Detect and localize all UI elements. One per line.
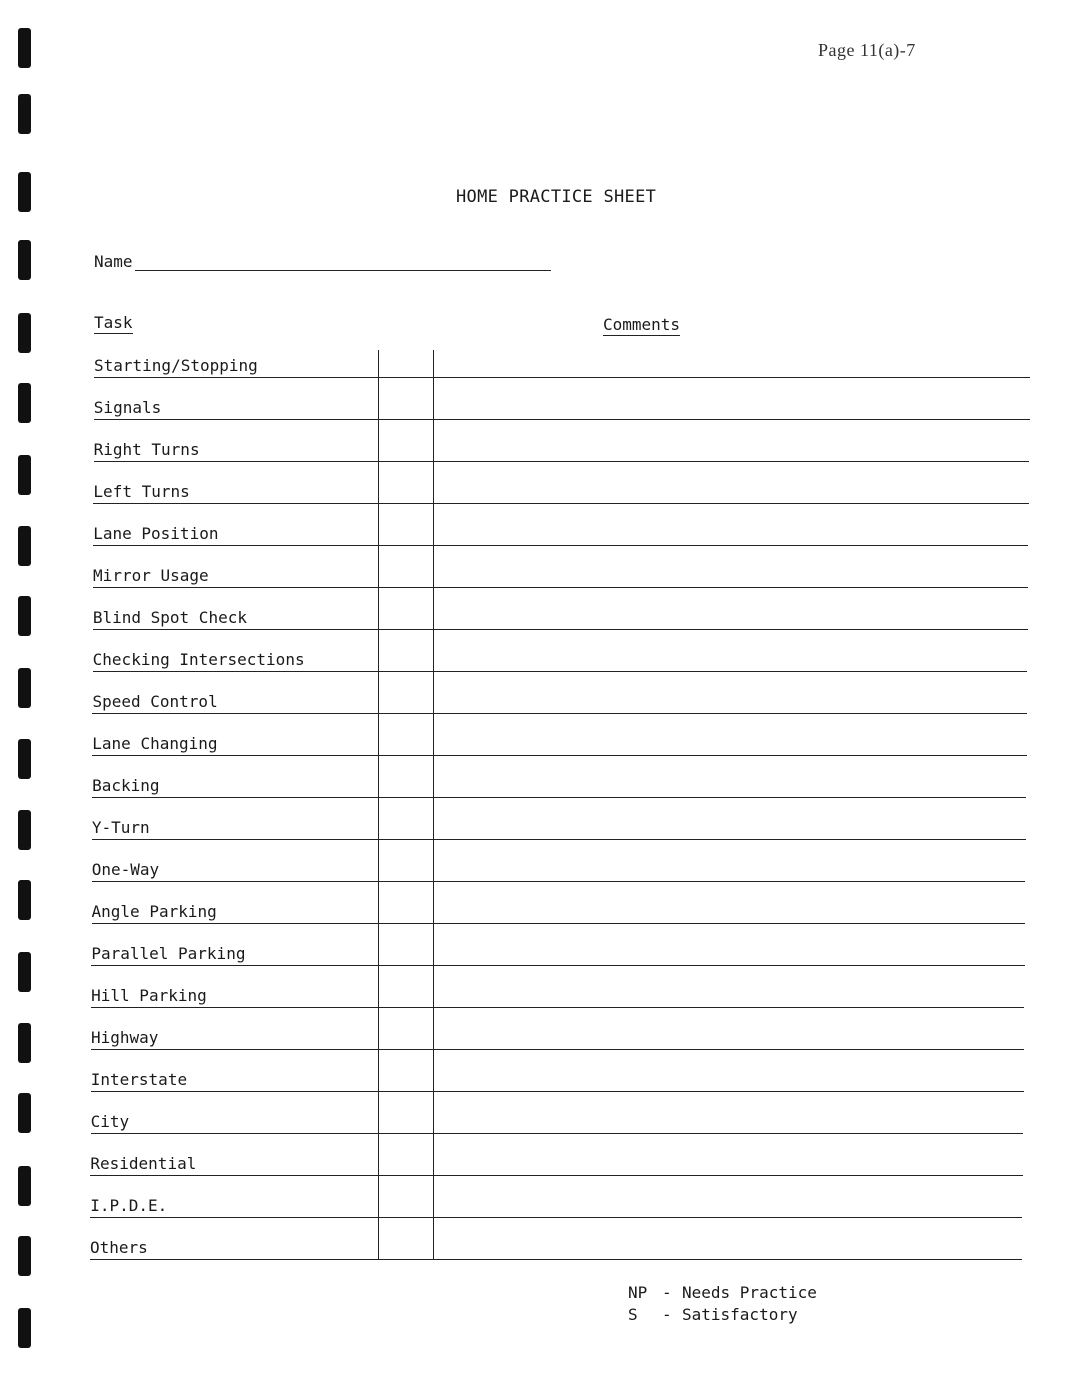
legend-row (628, 1282, 817, 1304)
task-label: I.P.D.E. (90, 1196, 168, 1215)
legend-meaning: Satisfactory (682, 1305, 798, 1324)
task-row (92, 882, 1028, 924)
legend-separator: - (662, 1283, 672, 1302)
task-label: Starting/Stopping (94, 356, 258, 375)
task-row (93, 546, 1029, 588)
task-label: Residential (90, 1154, 197, 1173)
task-row (92, 798, 1028, 840)
page-number: Page 11(a)-7 (818, 40, 916, 60)
task-row (93, 504, 1029, 546)
task-row (90, 1134, 1026, 1176)
task-label: Hill Parking (91, 986, 207, 1005)
task-row (93, 588, 1029, 630)
legend-code: S (628, 1305, 638, 1324)
task-label: Speed Control (92, 692, 218, 711)
task-label: Backing (92, 776, 160, 795)
task-label: Mirror Usage (93, 566, 209, 585)
task-row (91, 1008, 1027, 1050)
task-label: Lane Position (93, 524, 219, 543)
task-row (90, 1176, 1026, 1218)
comments-column-header: Comments (603, 315, 681, 334)
legend (628, 1282, 817, 1326)
task-label: Y-Turn (91, 818, 150, 837)
task-row-line[interactable] (90, 1259, 1022, 1260)
task-label: Lane Changing (92, 734, 218, 753)
legend-code: NP (628, 1283, 648, 1302)
task-row (93, 462, 1029, 504)
sheet-title: HOME PRACTICE SHEET (456, 187, 657, 207)
task-row (92, 756, 1028, 798)
legend-separator: - (662, 1305, 672, 1324)
task-label: Parallel Parking (91, 944, 246, 963)
task-row (91, 1092, 1027, 1134)
task-row (92, 840, 1028, 882)
task-row (94, 378, 1030, 420)
task-row (94, 336, 1030, 378)
task-row (92, 714, 1028, 756)
task-row (90, 1218, 1026, 1260)
task-row (93, 630, 1029, 672)
task-label: Right Turns (93, 440, 200, 459)
rating-column-left-border (378, 350, 379, 1260)
task-row (91, 966, 1027, 1008)
task-label: Left Turns (93, 482, 190, 501)
task-label: Blind Spot Check (92, 608, 247, 627)
task-row (92, 672, 1028, 714)
task-label: City (90, 1112, 130, 1131)
task-label: One-Way (91, 860, 160, 879)
legend-meaning: Needs Practice (682, 1283, 817, 1302)
name-label: Name (94, 252, 133, 271)
legend-row (628, 1304, 817, 1326)
task-label: Checking Intersections (92, 650, 305, 669)
task-label: Signals (93, 398, 162, 417)
task-row (91, 924, 1027, 966)
task-column-header: Task (94, 313, 133, 332)
task-label: Interstate (90, 1070, 188, 1089)
task-label: Angle Parking (91, 902, 217, 921)
rating-column-right-border (433, 350, 434, 1260)
task-label: Highway (90, 1028, 159, 1047)
task-row (91, 1050, 1027, 1092)
task-row (94, 420, 1030, 462)
task-label: Others (90, 1238, 148, 1257)
